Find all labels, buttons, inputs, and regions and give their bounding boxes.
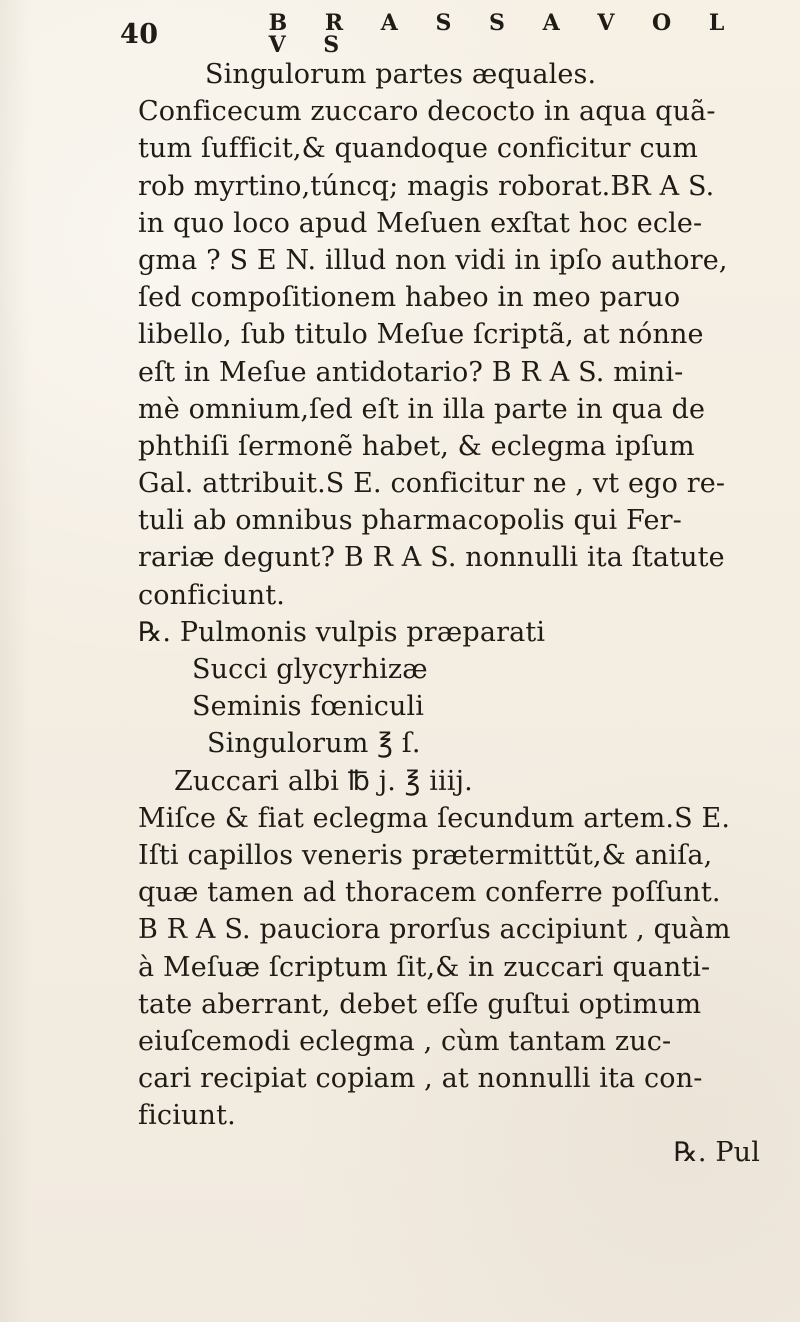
catchword: ℞. Pul [673,1137,760,1169]
recipe-line-3: Seminis fœniculi [192,691,425,723]
after-recipe-line-3: quæ tamen ad thoracem conferre poſſunt. [138,877,721,909]
after-recipe-line-8: cari recipiat copiam , at nonnulli ita con- [138,1063,703,1095]
page-shadow [0,0,30,1322]
text-line-12: Gal. attribuit.S E. conficitur ne , vt ego re- [138,468,726,500]
text-line-7: ſed compoſitionem habeo in meo paruo [138,282,681,314]
text-line-1: Singulorum partes æquales. [205,59,597,90]
recipe-line-1: ℞. Pulmonis vulpis præparati [138,616,546,648]
text-line-15: conficiunt. [138,579,286,611]
page-content [120,10,778,1172]
text-line-3: tum ſufficit,& quandoque conficitur cum [138,133,699,165]
after-recipe-line-5: à Meſuæ ſcriptum ſit,& in zuccari quanti- [138,951,711,983]
text-line-10: mè omnium,ſed eſt in illa parte in qua de [138,393,706,425]
after-recipe-line-6: tate aberrant, debet eſſe guſtui optimum [138,988,702,1020]
after-recipe-line-4: B R A S. pauciora prorſus accipiunt , quàm [138,914,731,946]
text-line-9: eſt in Meſue antidotario? B R A S. mini- [138,356,684,388]
page-number: 40 [120,18,159,50]
page-header [120,10,778,58]
after-recipe-line-9: ficiunt. [138,1100,236,1132]
after-recipe-line-7: eiuſcemodi eclegma , cùm tantam zuc- [138,1025,672,1057]
recipe-line-2: Succi glycyrhizæ [192,654,428,685]
text-line-5: in quo loco apud Meſuen exſtat hoc ecle- [138,207,703,239]
text-line-2: Conficecum zuccaro decocto in aqua quã- [138,96,716,128]
text-line-8: libello, ſub titulo Meſue ſcriptã, at nónne [138,319,704,351]
text-line-14: rariæ degunt? B R A S. nonnulli ita ſtatute [138,542,725,574]
text-line-4: rob myrtino,túncq; magis roborat.BR A S. [138,170,715,202]
running-head: B R A S S A V O L V S [268,10,740,58]
after-recipe-line-1: Miſce & fiat eclegma ſecundum artem.S E. [138,802,731,834]
text-line-11: phthiſi ſermonẽ habet, & eclegma ipſum [138,430,695,462]
recipe-line-5: Zuccari albi ℔ j. ℥ iiij. [174,765,473,797]
text-line-13: tuli ab omnibus pharmacopolis qui Fer- [138,505,682,537]
after-recipe-line-2: Iſti capillos veneris prætermittũt,& aniſa, [138,839,713,871]
text-line-6: gma ? S E N. illud non vidi in ipſo authore, [138,244,728,276]
recipe-line-4: Singulorum ℥ ſ. [207,728,421,760]
